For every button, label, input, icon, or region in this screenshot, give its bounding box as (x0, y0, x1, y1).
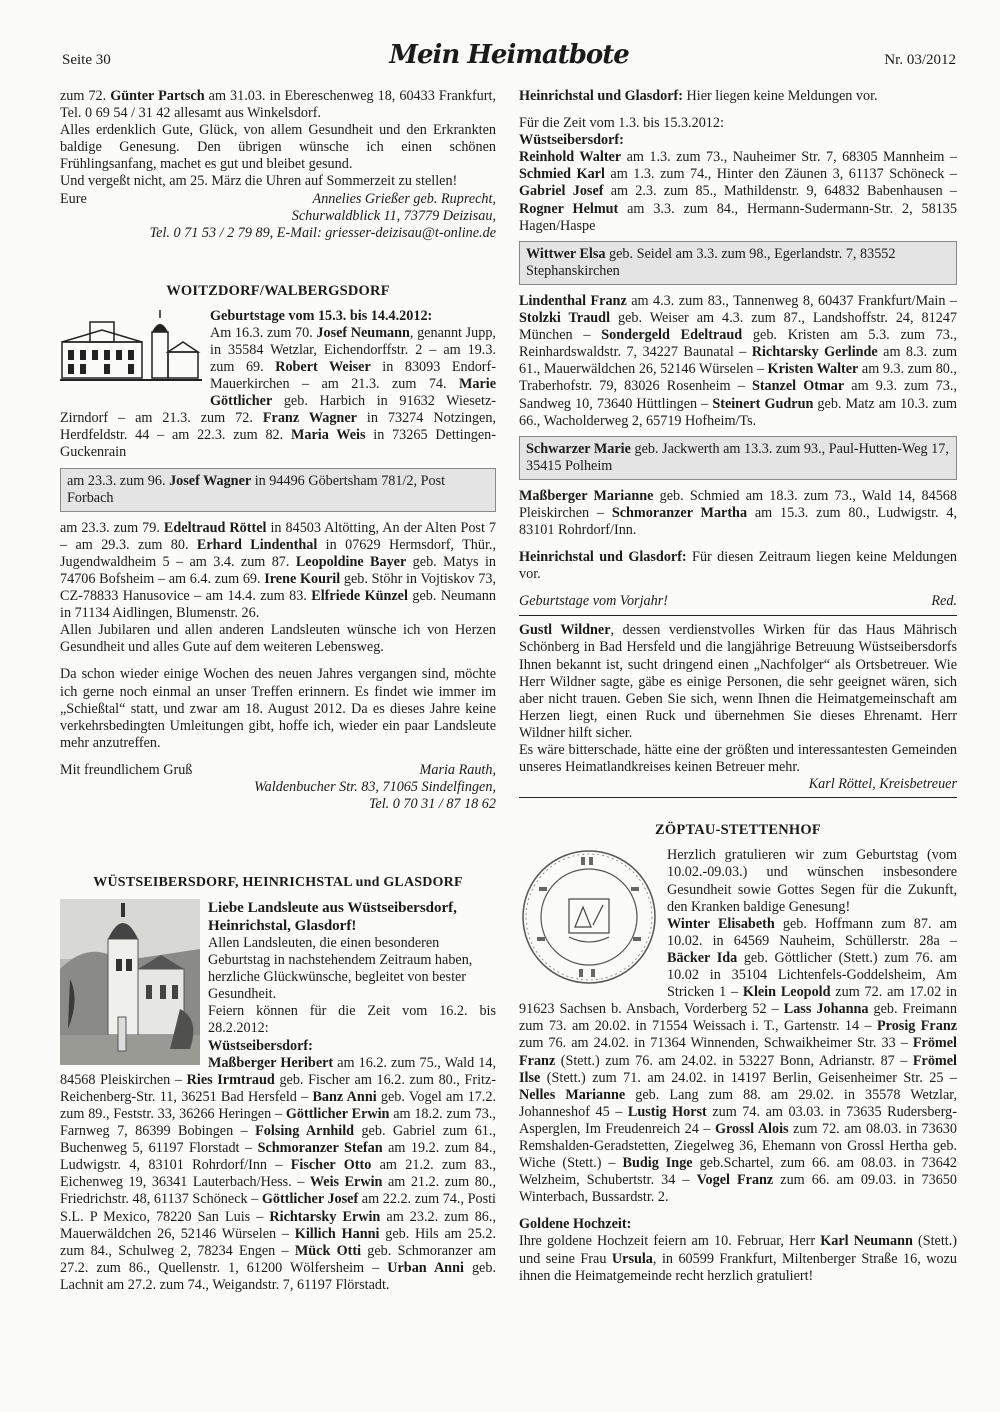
section-body (519, 847, 957, 1284)
paragraph: Und vergeßt nicht, am 25. März die Uhren auf Sommerzeit zu stellen! (60, 173, 458, 190)
paragraph: Heinrichstal und Glasdorf: Hier liegen keine Meldungen vor. (519, 88, 878, 104)
section-body (60, 899, 496, 1294)
note-line: Geburtstage vom Vorjahr! Red. (519, 593, 957, 610)
section-body (60, 308, 496, 814)
paragraph: Winter Elisabeth geb. Hoffmann zum 87. am 10.02. in 64569 Nauheim, Schüllerstr. 28a – Bäcker Ida geb. Göttlicher (Stett.) zum 76. am 10.02 in 35104 Lichtenfels-Goddelsheim, Am Stricken 1 – Klein Leopold zum 72. am 17.02 in 91623 Sachsen b. Ansbach, Vorderberg 52 – Lass Johanna geb. Freimann zum 73. am 20.02. in 71554 Weissach i. T., Gartenstr. 14 – Prosig Franz zum 76. am 24.02. in 71364 Winnenden, Schwaikheimer Str. 33 – Frömel Franz (Stett.) zum 76. am 24.02. in 53227 Bonn, Adrianstr. 87 – Frömel Ilse (Stett.) zum 71. am 24.02. in 14197 Berlin, Geisenheimer Str. 25 – Nelles Marianne geb. Lang zum 88. am 29.02. in 35578 Wetzlar, Johanneshof 45 – Lustig Horst zum 74. am 03.03. in 73635 Rudersberg-Asperglen, Im Freudenreich 24 – Grossl Alois zum 72. am 08.03. in 73630 Remshalden-Geradstetten, Ziegelweg 36, Ehemann von Grossl Hertha geb. Wiche (Stett.) – Budig Inge geb.Schartel, zum 66. am 08.03. in 73642 Welzheim, Schubertstr. 34 – Vogel Franz zum 66. am 09.03. in 73650 Winterbach, Bussardstr. 2. (519, 915, 958, 1206)
paragraph: Herzlich gratulieren wir zum Geburtstag (vom 10.02.-09.03.) und wünschen insbesondere Gesundheit sowie Gottes Segen für die Zukunft, den Kranken baldige Genesung! (667, 847, 957, 915)
paragraph: Ihre goldene Hochzeit feiern am 10. Februar, Herr Karl Neumann (Stett.) und seine Frau Ursula, in 60599 Frankfurt, Miltenberger Straße 16, wozu ihnen die Heimatgemeinde recht herzlich gratuliert! (519, 1233, 957, 1284)
subheading: Geburtstage vom 15.3. bis 14.4.2012: (210, 307, 433, 324)
paragraph: Es wäre bitterschade, hätte eine der größten und interessantesten Gemeinden unseres Heimatlandkreises keinen Betreuer mehr. (519, 742, 957, 776)
church-photo (60, 899, 200, 1065)
paragraph: am 23.3. zum 79. Edeltraud Röttel in 84503 Altötting, An der Alten Post 7 – am 29.3. zum 80. Erhard Lindenthal in 07629 Hermsdorf, Thür., Jugendwaldheim 5 – am 3.4. zum 87. Leopoldine Bayer geb. Matys in 74706 Bofsheim – am 6.4. zum 69. Irene Kouril geb. Stöhr in Vojtiskov 73, CZ-78833 Hanusovice – am 14.4. zum 83. Elfriede Künzel geb. Neumann in 71134 Aidlingen, Blumenstr. 26. (60, 519, 496, 622)
subheading: Goldene Hochzeit: (519, 1216, 632, 1233)
paragraph: Reinhold Walter am 1.3. zum 73., Nauheimer Str. 7, 68305 Mannheim – Schmied Karl am 1.3. zum 74., Hinter den Zäunen 3, 61137 Schöneck – Gabriel Josef am 2.3. zum 85., Mathildenstr. 9, 64832 Babenhausen – Rogner Helmut am 3.3. zum 84., Hermann-Sudermann-Str. 2, 58135 Hagen/Haspe (519, 149, 957, 234)
subheading: Wüstseibersdorf: (208, 1037, 313, 1054)
paragraph: Gustl Wildner, dessen verdienstvolles Wirken für das Haus Mährisch Schönberg in Bad Hersfeld und die langjährige Betreuung Wüstseibersdorfs Ihnen bekannt ist, sucht dringend einen „Nachfolger“ als Ortsbetreuer. Wie Herr Wildner sagte, gäbe es einige Personen, die sehr geeignet wären, sich aber nicht trauen. Geben Sie sich, wenn Ihnen die Heimatgemeinschaft am Herzen liegt, einen Ruck und übernehmen Sie dieses Ehrenamt. Herr Wildner hilft sicher. (519, 622, 958, 741)
subheading: Wüstseibersdorf: (519, 132, 624, 149)
paragraph: Heinrichstal und Glasdorf: Für diesen Zeitraum liegen keine Meldungen vor. (519, 549, 957, 583)
masthead-logo: Mein Heimatbote (389, 40, 629, 70)
section-title: ZÖPTAU-STETTENHOF (655, 822, 821, 839)
section-title: WOITZDORF/WALBERGSDORF (166, 282, 390, 299)
author: Karl Röttel, Kreisbetreuer (808, 776, 957, 793)
highlight-box: Schwarzer Marie geb. Jackwerth am 13.3. zum 93., Paul-Hutten-Weg 17, 35415 Polheim (519, 436, 957, 480)
paragraph: Allen Landsleuten, die einen besonderen Geburtstag in nachstehendem Zeitraum haben, herzliche Glückwünsche, begleitet von bester Gesundheit. (208, 935, 473, 1003)
paragraph: Maßberger Heribert am 16.2. zum 75., Wald 14, 84568 Pleiskirchen – Ries Irmtraud geb. Fischer am 16.2. zum 80., Fritz-Reichenberg-Str. 11, 36251 Bad Hersfeld – Banz Anni geb. Vogel am 17.2. zum 89., Feststr. 33, 36266 Heringen – Göttlicher Erwin am 18.2. zum 73., Farnweg 7, 86399 Bobingen – Folsing Arnhild geb. Gabriel zum 61., Buchenweg 5, 61197 Florstadt – Schmoranzer Stefan am 19.2. zum 84., Ludwigstr. 4, 83101 Rohrdorf/Inn – Fischer Otto am 21.2. zum 83., Eichenweg 19, 36341 Lauterbach/Hess. – Weis Erwin am 21.2. zum 80., Friedrichstr. 48, 61137 Schöneck – Göttlicher Josef am 22.2. zum 74., Posti S.L. P Mexico, 78220 San Luis – Richtarsky Erwin am 23.2. zum 86., Mauerwäldchen 26, 52146 Würselen – Killich Hanni geb. Hils am 25.2. zum 84., Schulweg 2, 78234 Engen – Mück Otti geb. Schmoranzer am 27.2. zum 86., Quellenstr. 1, 61200 Wölfersheim – Urban Anni geb. Lachnit am 27.2. zum 74., Weigandstr. 7, 61197 Flörstadt. (60, 1054, 497, 1293)
highlight-box: Wittwer Elsa geb. Seidel am 3.3. zum 98., Egerlandstr. 7, 83552 Stephanskirchen (519, 241, 957, 285)
left-column (60, 88, 496, 1294)
page-number: Seite 30 (62, 52, 111, 68)
paragraph: Da schon wieder einige Wochen des neuen Jahres vergangen sind, möchte ich gerne noch einmal an unser Treffen erinnern. Es findet wie immer im „Schießtal“ statt, und zwar am 18. August 2012. Da es dieses Jahre keine verkehrsbedingten Umleitungen gibt, hoffe ich, wieder ein paar Landsleute mehr anzutreffen. (60, 666, 496, 751)
right-column (519, 88, 957, 1285)
paragraph: Maßberger Marianne geb. Schmied am 18.3. zum 73., Wald 14, 84568 Pleiskirchen – Schmoranzer Martha am 15.3. zum 80., Ludwigstr. 4, 83101 Rohrdorf/Inn. (519, 487, 957, 539)
paragraph: Für die Zeit vom 1.3. bis 15.3.2012: (519, 115, 724, 132)
page-header (62, 40, 956, 76)
issue-number: Nr. 03/2012 (884, 52, 956, 68)
subheading: Liebe Landsleute aus Wüstseibersdorf, Heinrichstal, Glasdorf! (208, 900, 457, 934)
paragraph: Feiern können für die Zeit vom 16.2. bis 28.2.2012: (208, 1003, 496, 1037)
seal-emblem (519, 847, 659, 987)
paragraph: Am 16.3. zum 70. Josef Neumann, genannt Jupp, in 35584 Wetzlar, Eichendorffstr. 2 – am 19.3. zum 69. Robert Weiser in 83093 Endorf-Mauerkirchen – am 21.3. zum 74. Marie Göttlicher geb. Harbich in 91632 Wiesetz-Zirndorf – am 21.3. zum 72. Franz Wagner in 73274 Notzingen, Herdfeldstr. 44 – am 22.3. zum 82. Maria Weis in 73265 Dettingen-Guckenrain (60, 324, 496, 461)
town-illustration (60, 308, 202, 394)
highlight-box: am 23.3. zum 96. Josef Wagner in 94496 Göbertsham 781/2, Post Forbach (60, 468, 496, 512)
paragraph: zum 72. Günter Partsch am 31.03. in Ebereschenweg 18, 60433 Frankfurt, Tel. 0 69 54 / 31 42 allesamt aus Winkelsdorf. (60, 88, 496, 122)
section-title: WÜSTSEIBERSDORF, HEINRICHSTAL und GLASDORF (93, 874, 463, 890)
paragraph: Lindenthal Franz am 4.3. zum 83., Tannenweg 8, 60437 Frankfurt/Main – Stolzki Traudl geb. Weiser am 4.3. zum 87., Landshoffstr. 24, 81247 München – Sondergeld Edeltraud geb. Kristen am 5.3. zum 73., Reinhardswaldstr. 7, 34227 Baunatal – Richtarsky Gerlinde am 8.3. zum 61., Mauerwäldchen 26, 52146 Würselen – Kristen Walter am 9.3. zum 80., Traberhofstr. 79, 83026 Rosenheim – Stanzel Otmar am 9.3. zum 73., Sandweg 10, 73640 Hüttlingen – Steinert Gudrun geb. Matz am 10.3. zum 66., Wacholderweg 2, 65719 Hofheim/Ts. (519, 292, 958, 429)
paragraph: Alles erdenklich Gute, Glück, von allem Gesundheit und den Erkrankten baldige Genesung. Den übrigen wünsche ich einen schönen Frühlingsanfang, machet es gut und bleibet gesund. (60, 122, 496, 173)
signature-block: Mit freundlichem Gruß Maria Rauth, Waldenbucher Str. 83, 71065 Sindelfingen, Tel. 0 70 31 / 87 18 62 (60, 761, 496, 812)
paragraph: Allen Jubilaren und allen anderen Landsleuten wünsche ich von Herzen Gesundheit und alles Gute auf dem weiteren Lebensweg. (60, 622, 496, 656)
signature-block: Eure Annelies Grießer geb. Ruprecht, Schurwaldblick 11, 73779 Deizisau, Tel. 0 71 53 / 2 79 89, E-Mail: griesser-deizisau@t-online.de (60, 190, 496, 241)
